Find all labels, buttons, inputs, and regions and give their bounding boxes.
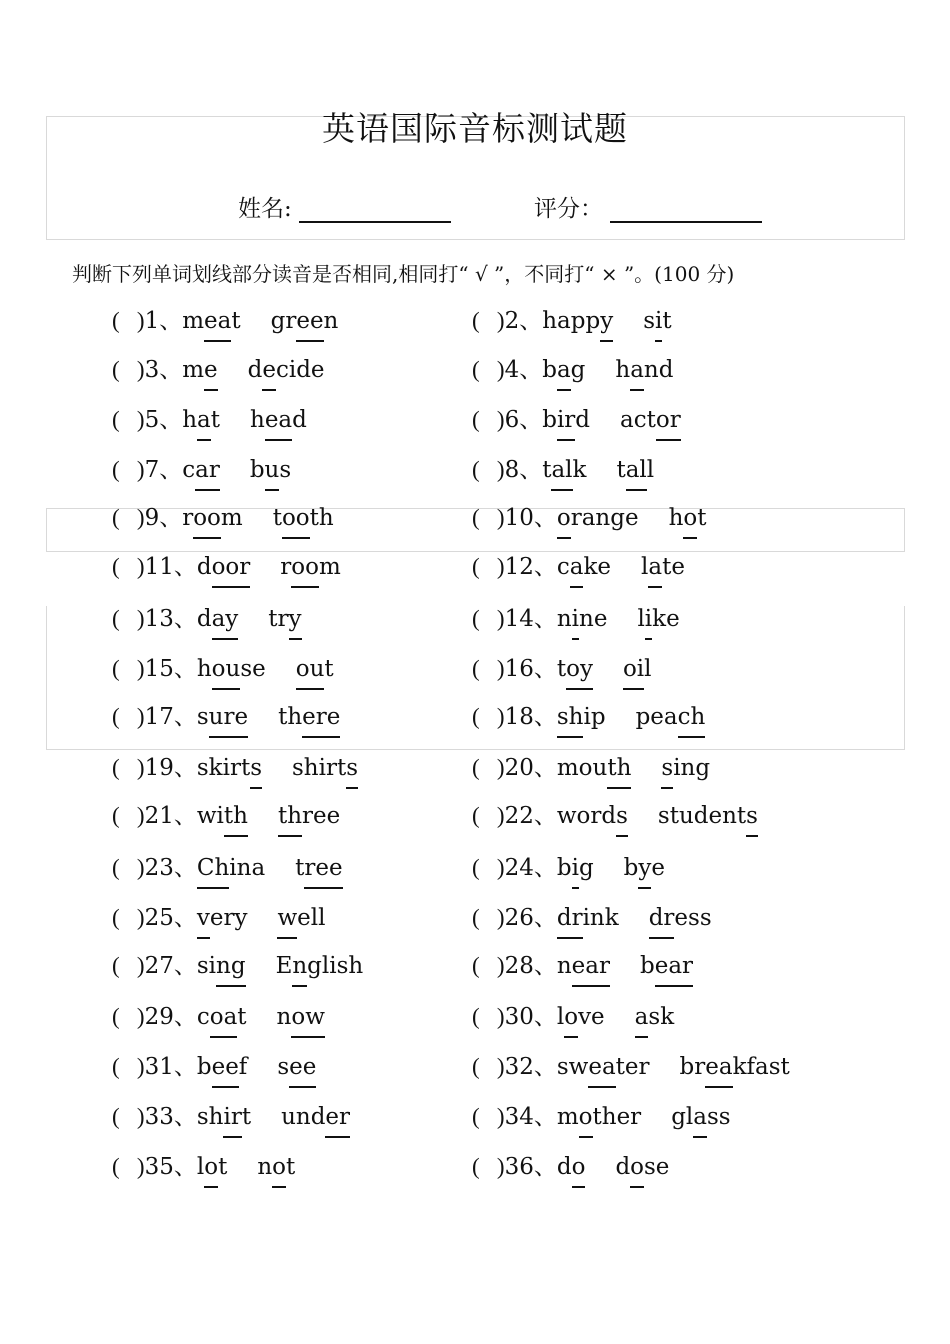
- question-item: [472, 701, 705, 733]
- score-blank[interactable]: [610, 191, 762, 223]
- underline-mark: [223, 1136, 241, 1138]
- question-item: [112, 354, 325, 386]
- word-second: bus: [250, 454, 291, 486]
- question-number: 16: [504, 656, 534, 682]
- question-item: [472, 305, 672, 337]
- question-number: 34: [504, 1104, 534, 1130]
- answer-blank[interactable]: ( ): [112, 704, 145, 729]
- word-first: cake: [557, 551, 611, 583]
- question-number: 3: [144, 357, 160, 383]
- question-item: [472, 502, 706, 534]
- question-item: [112, 902, 325, 934]
- underline-mark: [648, 586, 662, 588]
- number-separator: 、: [533, 755, 557, 781]
- question-item: [112, 1001, 325, 1033]
- underline-mark: [204, 1186, 218, 1188]
- underline-mark: [607, 787, 631, 789]
- number-separator: 、: [533, 606, 557, 632]
- underline-mark: [278, 835, 302, 837]
- question-number: 9: [144, 505, 160, 531]
- answer-blank[interactable]: ( ): [472, 1004, 505, 1029]
- number-separator: 、: [533, 554, 557, 580]
- question-item: [112, 1101, 350, 1133]
- question-number: 4: [504, 357, 520, 383]
- word-second: like: [637, 603, 679, 635]
- word-first: shirt: [197, 1101, 251, 1133]
- question-number: 2: [504, 308, 520, 334]
- score-label: 评分：: [534, 196, 603, 222]
- answer-blank[interactable]: ( ): [472, 755, 505, 780]
- underline-mark: [209, 736, 248, 738]
- underline-mark: [204, 389, 218, 391]
- underline-mark: [212, 586, 251, 588]
- answer-blank[interactable]: ( ): [472, 1104, 505, 1129]
- underline-mark: [626, 489, 647, 491]
- answer-blank[interactable]: ( ): [472, 855, 505, 880]
- question-number: 30: [504, 1004, 534, 1030]
- word-second: dose: [615, 1151, 669, 1183]
- question-number: 23: [144, 855, 174, 881]
- word-second: actor: [620, 404, 681, 436]
- answer-blank[interactable]: ( ): [472, 505, 505, 530]
- question-number: 27: [144, 953, 174, 979]
- question-item: [112, 1151, 295, 1183]
- answer-blank[interactable]: ( ): [472, 308, 505, 333]
- underline-mark: [649, 937, 675, 939]
- question-number: 18: [504, 704, 534, 730]
- question-item: [472, 1001, 674, 1033]
- question-number: 10: [504, 505, 534, 531]
- answer-blank[interactable]: ( ): [472, 1154, 505, 1179]
- number-separator: 、: [533, 803, 557, 829]
- question-item: [472, 454, 654, 486]
- question-number: 13: [144, 606, 174, 632]
- number-separator: 、: [173, 554, 197, 580]
- answer-blank[interactable]: ( ): [472, 704, 505, 729]
- number-separator: 、: [173, 1004, 197, 1030]
- underline-mark: [292, 985, 307, 987]
- word-first: with: [197, 800, 248, 832]
- question-number: 36: [504, 1154, 534, 1180]
- question-item: [112, 752, 358, 784]
- answer-blank[interactable]: ( ): [472, 905, 505, 930]
- question-item: [472, 902, 712, 934]
- underline-mark: [645, 638, 652, 640]
- underline-mark: [693, 1136, 707, 1138]
- word-second: English: [276, 950, 364, 982]
- question-number: 12: [504, 554, 534, 580]
- word-second: under: [281, 1101, 350, 1133]
- word-first: very: [197, 902, 248, 934]
- question-item: [112, 701, 340, 733]
- question-number: 14: [504, 606, 534, 632]
- question-item: [112, 305, 338, 337]
- underline-mark: [572, 638, 579, 640]
- word-second: breakfast: [680, 1051, 790, 1083]
- number-separator: 、: [173, 606, 197, 632]
- underline-mark: [557, 736, 584, 738]
- question-number: 11: [144, 554, 174, 580]
- word-first: big: [557, 852, 594, 884]
- number-separator: 、: [533, 905, 557, 931]
- answer-blank[interactable]: ( ): [112, 407, 145, 432]
- answer-blank[interactable]: ( ): [472, 554, 505, 579]
- underline-mark: [296, 340, 323, 342]
- word-first: coat: [197, 1001, 247, 1033]
- underline-mark: [623, 688, 644, 690]
- question-number: 5: [144, 407, 160, 433]
- question-number: 29: [144, 1004, 174, 1030]
- question-number: 17: [144, 704, 174, 730]
- underline-mark: [204, 340, 231, 342]
- question-number: 35: [144, 1154, 174, 1180]
- word-second: late: [641, 551, 685, 583]
- number-separator: 、: [173, 803, 197, 829]
- answer-blank[interactable]: ( ): [112, 755, 145, 780]
- question-item: [112, 852, 343, 884]
- question-number: 7: [144, 457, 160, 483]
- underline-mark: [746, 835, 758, 837]
- underline-mark: [655, 340, 662, 342]
- underline-mark: [630, 389, 644, 391]
- number-separator: 、: [533, 953, 557, 979]
- number-separator: 、: [173, 1154, 197, 1180]
- word-second: bye: [624, 852, 665, 884]
- question-number: 1: [144, 308, 160, 334]
- number-separator: 、: [533, 1004, 557, 1030]
- underline-mark: [212, 1086, 239, 1088]
- question-item: [472, 800, 758, 832]
- underline-mark: [705, 1086, 732, 1088]
- answer-blank[interactable]: ( ): [112, 1154, 145, 1179]
- underline-mark: [304, 887, 342, 889]
- question-item: [472, 603, 680, 635]
- underline-mark: [210, 1036, 238, 1038]
- word-first: house: [197, 653, 266, 685]
- number-separator: 、: [173, 1054, 197, 1080]
- word-first: ship: [557, 701, 606, 733]
- underline-mark: [346, 787, 358, 789]
- word-first: China: [197, 852, 265, 884]
- word-first: day: [197, 603, 238, 635]
- question-number: 25: [144, 905, 174, 931]
- word-first: door: [197, 551, 250, 583]
- question-number: 32: [504, 1054, 534, 1080]
- instruction-text: 判断下列单词划线部分读音是否相同,相同打“ √ ”，不同打“ × ”。(100 分): [72, 262, 735, 286]
- word-second: try: [268, 603, 301, 635]
- question-number: 22: [504, 803, 534, 829]
- answer-blank[interactable]: ( ): [472, 407, 505, 432]
- word-second: sit: [643, 305, 671, 337]
- underline-mark: [566, 688, 593, 690]
- underline-mark: [212, 638, 239, 640]
- number-separator: 、: [173, 1104, 197, 1130]
- word-first: meat: [182, 305, 240, 337]
- word-second: there: [278, 701, 340, 733]
- underline-mark: [265, 489, 280, 491]
- underline-mark: [630, 1186, 644, 1188]
- underline-mark: [588, 1086, 615, 1088]
- answer-blank[interactable]: ( ): [112, 855, 145, 880]
- question-item: [112, 404, 307, 436]
- word-second: glass: [671, 1101, 730, 1133]
- page-title: 英语国际音标测试题: [322, 109, 628, 148]
- word-first: do: [557, 1151, 586, 1183]
- underline-mark: [557, 389, 571, 391]
- underline-mark: [193, 537, 221, 539]
- underline-mark: [572, 1186, 586, 1188]
- question-item: [112, 502, 334, 534]
- underline-mark: [572, 985, 610, 987]
- answer-blank[interactable]: ( ): [112, 905, 145, 930]
- underline-mark: [661, 787, 673, 789]
- number-separator: 、: [519, 457, 543, 483]
- word-second: see: [277, 1051, 316, 1083]
- word-second: hand: [615, 354, 673, 386]
- word-first: hat: [182, 404, 220, 436]
- question-number: 20: [504, 755, 534, 781]
- word-first: sweater: [557, 1051, 650, 1083]
- answer-blank[interactable]: ( ): [112, 457, 145, 482]
- question-number: 26: [504, 905, 534, 931]
- answer-blank[interactable]: ( ): [472, 357, 505, 382]
- word-first: drink: [557, 902, 619, 934]
- word-first: nine: [557, 603, 608, 635]
- number-separator: 、: [159, 357, 183, 383]
- word-second: tree: [295, 852, 342, 884]
- number-separator: 、: [533, 656, 557, 682]
- underline-mark: [197, 937, 210, 939]
- word-second: shirts: [292, 752, 358, 784]
- underline-mark: [212, 688, 241, 690]
- underline-mark: [291, 586, 319, 588]
- underline-mark: [570, 586, 584, 588]
- answer-blank[interactable]: ( ): [472, 953, 505, 978]
- number-separator: 、: [519, 357, 543, 383]
- score-field: [534, 190, 762, 223]
- word-second: dress: [649, 902, 712, 934]
- number-separator: 、: [533, 1104, 557, 1130]
- word-first: sure: [197, 701, 248, 733]
- name-field: [238, 190, 451, 223]
- word-first: talk: [542, 454, 586, 486]
- word-first: happy: [542, 305, 613, 337]
- underline-mark: [683, 537, 697, 539]
- number-separator: 、: [519, 308, 543, 334]
- underline-mark: [564, 1036, 578, 1038]
- underline-mark: [291, 1036, 325, 1038]
- word-first: room: [182, 502, 243, 534]
- number-separator: 、: [533, 704, 557, 730]
- question-item: [112, 603, 302, 635]
- word-second: peach: [636, 701, 706, 733]
- number-separator: 、: [159, 308, 183, 334]
- underline-mark: [216, 985, 246, 987]
- question-item: [112, 950, 363, 982]
- underline-mark: [616, 835, 628, 837]
- word-second: tall: [616, 454, 654, 486]
- underline-mark: [224, 835, 248, 837]
- word-first: mother: [557, 1101, 641, 1133]
- name-blank[interactable]: [299, 191, 451, 223]
- underline-mark: [265, 439, 292, 441]
- word-second: hot: [669, 502, 707, 534]
- word-first: me: [182, 354, 217, 386]
- word-first: beef: [197, 1051, 247, 1083]
- underline-mark: [656, 439, 681, 441]
- question-number: 24: [504, 855, 534, 881]
- underline-mark: [557, 937, 583, 939]
- question-item: [472, 950, 693, 982]
- word-second: well: [277, 902, 325, 934]
- word-second: sing: [661, 752, 710, 784]
- underline-mark: [655, 985, 693, 987]
- answer-blank[interactable]: ( ): [112, 1054, 145, 1079]
- number-separator: 、: [533, 1054, 557, 1080]
- underline-mark: [557, 537, 571, 539]
- question-number: 6: [504, 407, 520, 433]
- answer-blank[interactable]: ( ): [112, 656, 145, 681]
- number-separator: 、: [159, 407, 183, 433]
- question-number: 15: [144, 656, 174, 682]
- underline-mark: [296, 688, 325, 690]
- word-second: not: [257, 1151, 295, 1183]
- word-second: students: [658, 800, 758, 832]
- number-separator: 、: [159, 457, 183, 483]
- number-separator: 、: [533, 1154, 557, 1180]
- number-separator: 、: [159, 505, 183, 531]
- word-first: lot: [197, 1151, 227, 1183]
- underline-mark: [638, 887, 651, 889]
- answer-blank[interactable]: ( ): [112, 308, 145, 333]
- question-item: [112, 653, 334, 685]
- word-second: green: [271, 305, 339, 337]
- number-separator: 、: [173, 953, 197, 979]
- question-item: [112, 551, 341, 583]
- answer-blank[interactable]: ( ): [112, 953, 145, 978]
- word-first: skirts: [197, 752, 262, 784]
- answer-blank[interactable]: ( ): [472, 606, 505, 631]
- word-first: words: [557, 800, 628, 832]
- underline-mark: [289, 638, 302, 640]
- word-second: ask: [635, 1001, 674, 1033]
- underline-mark: [325, 1136, 350, 1138]
- underline-mark: [282, 537, 310, 539]
- answer-blank[interactable]: ( ): [112, 1104, 145, 1129]
- underline-mark: [197, 887, 229, 889]
- underline-mark: [579, 1136, 593, 1138]
- question-item: [112, 1051, 316, 1083]
- number-separator: 、: [519, 407, 543, 433]
- underline-mark: [197, 439, 211, 441]
- word-first: mouth: [557, 752, 632, 784]
- question-item: [472, 1101, 731, 1133]
- underline-mark: [557, 439, 575, 441]
- underline-mark: [551, 489, 572, 491]
- underline-mark: [195, 489, 220, 491]
- question-item: [472, 354, 673, 386]
- answer-blank[interactable]: ( ): [112, 803, 145, 828]
- question-number: 8: [504, 457, 520, 483]
- underline-mark: [635, 1036, 649, 1038]
- word-second: bear: [640, 950, 693, 982]
- number-separator: 、: [533, 505, 557, 531]
- word-first: car: [182, 454, 220, 486]
- question-number: 33: [144, 1104, 174, 1130]
- answer-blank[interactable]: ( ): [112, 505, 145, 530]
- question-number: 19: [144, 755, 174, 781]
- number-separator: 、: [173, 704, 197, 730]
- underline-mark: [289, 1086, 316, 1088]
- underline-mark: [250, 787, 262, 789]
- answer-blank[interactable]: ( ): [472, 1054, 505, 1079]
- name-label: 姓名:: [238, 196, 292, 222]
- answer-blank[interactable]: ( ): [472, 457, 505, 482]
- answer-blank[interactable]: ( ): [112, 357, 145, 382]
- question-item: [472, 1051, 790, 1083]
- answer-blank[interactable]: ( ): [472, 656, 505, 681]
- word-first: near: [557, 950, 610, 982]
- answer-blank[interactable]: ( ): [112, 606, 145, 631]
- question-item: [472, 752, 710, 784]
- question-item: [472, 653, 652, 685]
- word-first: bird: [542, 404, 590, 436]
- answer-blank[interactable]: ( ): [472, 803, 505, 828]
- word-first: toy: [557, 653, 593, 685]
- word-second: room: [280, 551, 341, 583]
- underline-mark: [678, 736, 706, 738]
- number-separator: 、: [173, 755, 197, 781]
- word-second: oil: [623, 653, 652, 685]
- question-number: 31: [144, 1054, 174, 1080]
- word-first: bag: [542, 354, 585, 386]
- word-first: sing: [197, 950, 246, 982]
- question-item: [112, 454, 291, 486]
- underline-mark: [302, 736, 340, 738]
- answer-blank[interactable]: ( ): [112, 554, 145, 579]
- underline-mark: [572, 887, 579, 889]
- question-item: [472, 551, 685, 583]
- word-second: out: [296, 653, 334, 685]
- underline-mark: [277, 937, 297, 939]
- word-first: orange: [557, 502, 639, 534]
- word-second: tooth: [273, 502, 334, 534]
- underline-mark: [272, 1186, 286, 1188]
- underline-mark: [600, 340, 613, 342]
- answer-blank[interactable]: ( ): [112, 1004, 145, 1029]
- question-item: [112, 800, 340, 832]
- question-item: [472, 852, 665, 884]
- underline-mark: [262, 389, 276, 391]
- word-second: decide: [248, 354, 325, 386]
- question-number: 28: [504, 953, 534, 979]
- word-second: head: [250, 404, 307, 436]
- number-separator: 、: [533, 855, 557, 881]
- question-item: [472, 1151, 669, 1183]
- number-separator: 、: [173, 656, 197, 682]
- question-item: [472, 404, 681, 436]
- word-second: three: [278, 800, 340, 832]
- number-separator: 、: [173, 905, 197, 931]
- number-separator: 、: [173, 855, 197, 881]
- word-second: now: [277, 1001, 325, 1033]
- word-first: love: [557, 1001, 605, 1033]
- question-number: 21: [144, 803, 174, 829]
